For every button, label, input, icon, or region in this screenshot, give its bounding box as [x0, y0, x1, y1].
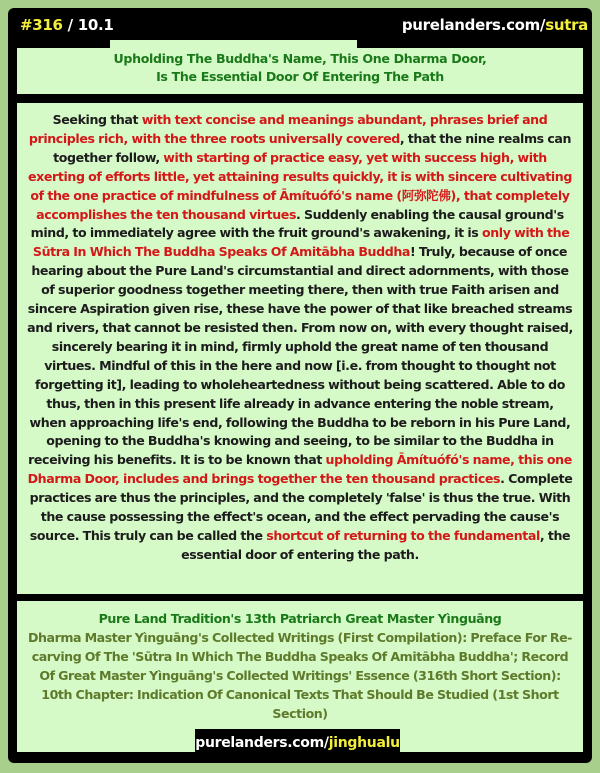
- emphasized-phrase: only with the Sūtra In Which The Buddha Speaks Of Amitābha Buddha: [32, 225, 570, 260]
- chapter-number: 10.1: [77, 16, 114, 34]
- author-name: Pure Land Tradition's 13th Patriarch Great Master Yìnguāng: [98, 611, 502, 626]
- entry-number-tab: [8, 8, 114, 40]
- emphasized-phrase: with text concise and meanings abundant, phrases brief and principles rich, with the three roots universally covered: [28, 112, 548, 146]
- quote-phrase: Seeking that: [52, 112, 142, 127]
- emphasized-phrase: with starting of practice easy, yet with success high, with exerting of efforts little, yet attaining results quickly, it is with sincere cultivating of the one practice of mindfulness of Āmítuófó's name (阿弥陀佛), that completely accomplishes the ten thousand virtues: [28, 149, 572, 222]
- source-link-bottom-section: jinghualu: [328, 735, 400, 751]
- title-line-1: Upholding The Buddha's Name, This One Dharma Door,: [113, 51, 487, 66]
- source-link-top-base: purelanders.com/: [401, 16, 546, 34]
- quote-phrase: , that the nine realms can together follow,: [53, 130, 572, 165]
- source-link-bottom-base: purelanders.com/: [195, 735, 329, 751]
- title-box: [17, 48, 583, 94]
- emphasized-phrase: upholding Āmítuófó's name, this one Dharma Door, includes and brings together the ten thousand practices: [27, 452, 572, 487]
- quote-phrase: . Complete practices are thus the principles, and the completely 'false' is thus the true. With the cause possessing the effect's ocean, and the effect pervading the cause's source. This truly can be called the: [29, 471, 573, 543]
- source-link-top-section: sutra: [545, 16, 588, 34]
- source-link-bottom[interactable]: [195, 729, 400, 757]
- quote-box: [17, 103, 583, 594]
- page-title: [17, 50, 583, 86]
- quote-text: [27, 111, 573, 565]
- title-line-2: Is The Essential Door Of Entering The Path: [156, 69, 444, 84]
- source-link-top[interactable]: [402, 8, 588, 40]
- quote-phrase: , the essential door of entering the path.: [181, 527, 571, 562]
- quote-phrase: ! Truly, because of once hearing about the Pure Land's circumstantial and direct adornments, with those of superior goodness together meeting there, then with true Faith arisen and sincere Aspiration given rise, these have the power of that like breached streams and rivers, that cannot be resisted then. From now on, with every thought raised, sincerely bearing it in mind, firmly uphold the great name of ten thousand virtues. Mindful of this in the here and now [i.e. from thought to thought not forgetting it], leading to wholeheartedness without being scattered. Able to do thus, then in this present life already in advance entering the noble stream, when approaching life's end, following the Buddha to be reborn in his Pure Land, opening to the Buddha's knowing and seeing, to be similar to the Buddha in receiving his benefits. It is to be known that: [27, 244, 573, 468]
- entry-number: #316: [20, 16, 63, 34]
- emphasized-phrase: shortcut of returning to the fundamental: [266, 527, 540, 543]
- source-citation: Dharma Master Yìnguāng's Collected Writings (First Compilation): Preface For Re-carving Of The 'Sūtra In Which The Buddha Speaks Of Amitābha Buddha'; Record Of Great Master Yìnguāng's Collected Writings' Essence (316th Short Section): 10th Chapter: Indication Of Canonical Texts That Should Be Studied (1st Short Section): [28, 630, 572, 721]
- quote-phrase: . Suddenly enabling the causal ground's mind, to immediately agree with the fruit ground's awakening, it is: [30, 206, 564, 241]
- entry-separator: /: [62, 16, 78, 34]
